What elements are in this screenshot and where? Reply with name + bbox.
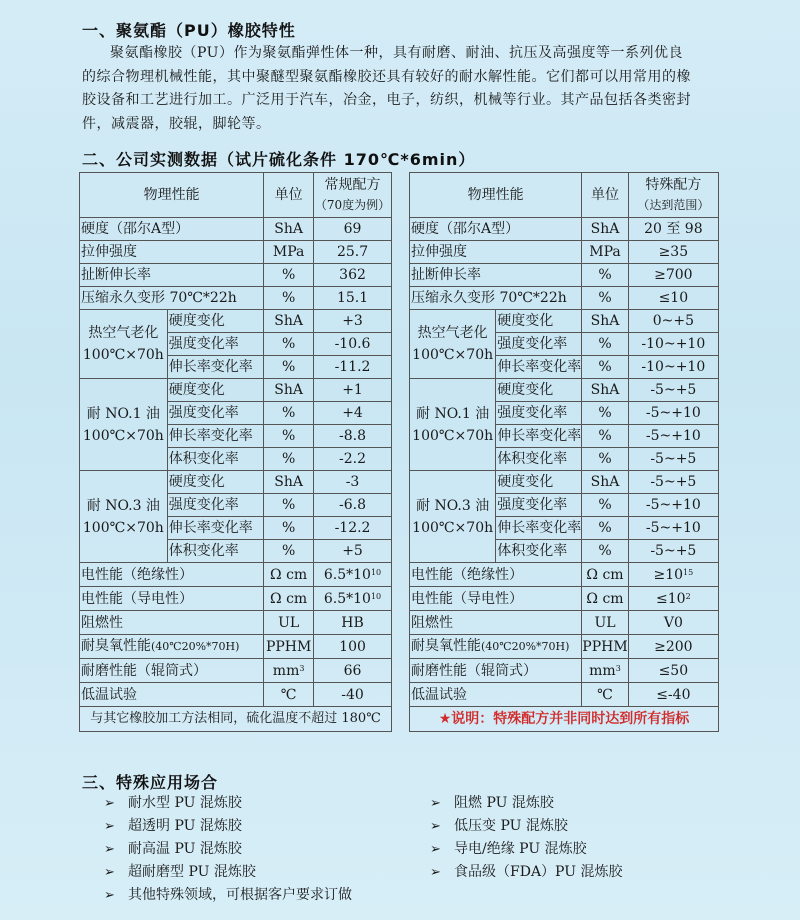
group-label-cell: [80, 471, 168, 563]
unit-cell: ShA: [582, 218, 628, 241]
header-prop: 物理性能: [80, 173, 264, 218]
list-item: [104, 815, 352, 838]
prop-cell: [410, 659, 582, 683]
unit-cell: %: [582, 333, 628, 356]
prop-cell: [80, 683, 264, 707]
value-cell: -12.2: [314, 517, 392, 540]
value-cell: +4: [314, 402, 392, 425]
sub-prop-cell: 体积变化率: [496, 448, 582, 471]
prop-cell: 拉伸强度: [80, 241, 264, 264]
unit-cell: [264, 587, 314, 611]
value-exponent: 10: [370, 591, 382, 601]
prop-cell: 硬度（邵尔A型）: [80, 218, 264, 241]
sub-prop-cell: 强度变化率: [167, 494, 264, 517]
value-text: 6.5*10: [323, 590, 371, 607]
sub-prop-cell: 硬度变化: [496, 310, 582, 333]
value-text: 66: [343, 662, 362, 679]
unit-cell: ShA: [264, 310, 314, 333]
value-cell: ≥700: [628, 264, 718, 287]
unit-cell: ShA: [264, 379, 314, 402]
unit-superscript: 3: [299, 663, 305, 673]
footer-row: [80, 707, 392, 732]
footer-note: 与其它橡胶加工方法相同，硫化温度不超过 180℃: [80, 707, 392, 732]
value-cell: 25.7: [314, 241, 392, 264]
prop-cell: 扯断伸长率: [80, 264, 264, 287]
unit-cell: %: [582, 402, 628, 425]
unit-text: Ω cm: [270, 590, 308, 607]
list-item-label: 食品级（FDA）PU 混炼胶: [454, 864, 623, 880]
unit-text: Ω cm: [586, 590, 624, 607]
group-label: 耐 NO.3 油: [416, 497, 490, 514]
unit-cell: %: [582, 356, 628, 379]
sub-prop-cell: 伸长率变化率: [167, 425, 264, 448]
prop-text: 耐臭氧性能: [411, 638, 481, 654]
prop-cell: [410, 635, 582, 659]
value-cell: [628, 659, 718, 683]
unit-cell: %: [264, 540, 314, 563]
group-label: 耐 NO.1 油: [86, 405, 160, 422]
section1-title: 一、聚氨酯（PU）橡胶特性: [82, 21, 296, 40]
value-cell: [314, 563, 392, 587]
sub-prop-cell: 硬度变化: [496, 379, 582, 402]
unit-cell: %: [264, 402, 314, 425]
value-cell: [628, 635, 718, 659]
data-table-left: [79, 172, 392, 732]
group-label-cell: [80, 310, 168, 379]
unit-cell: [264, 563, 314, 587]
group-condition: 100℃×70h: [412, 519, 494, 536]
value-cell: [314, 611, 392, 635]
list-item: [430, 861, 622, 884]
unit-text: mm: [589, 662, 616, 679]
unit-cell: %: [264, 425, 314, 448]
sub-prop-cell: 强度变化率: [167, 402, 264, 425]
prop-cell: [80, 611, 264, 635]
value-cell: [628, 563, 718, 587]
sub-prop-cell: 伸长率变化率: [496, 425, 582, 448]
unit-cell: [582, 587, 628, 611]
header-value-line2: （达到范围）: [637, 198, 710, 212]
arrow-icon: ➢: [104, 842, 115, 857]
prop-cell: 硬度（邵尔A型）: [410, 218, 582, 241]
table-row: [80, 241, 392, 264]
value-cell: [628, 683, 718, 707]
group-label-cell: [410, 310, 496, 379]
sub-prop-cell: 伸长率变化率: [496, 517, 582, 540]
arrow-icon: ➢: [104, 796, 115, 811]
arrow-icon: ➢: [104, 888, 115, 903]
table-row: [80, 379, 392, 402]
header-value: [314, 173, 392, 218]
unit-cell: %: [264, 287, 314, 310]
applications-right: [430, 792, 622, 884]
prop-text: 耐臭氧性能: [81, 638, 151, 654]
unit-cell: %: [582, 287, 628, 310]
table-row: [80, 587, 392, 611]
prop-cell: 扯断伸长率: [410, 264, 582, 287]
unit-text: ℃: [597, 686, 613, 703]
value-cell: -5~+5: [628, 471, 718, 494]
group-condition: 100℃×70h: [82, 427, 164, 444]
sub-prop-cell: 体积变化率: [496, 540, 582, 563]
table-row: [80, 471, 392, 494]
list-item: [104, 861, 352, 884]
value-cell: [628, 587, 718, 611]
sub-prop-cell: 体积变化率: [167, 448, 264, 471]
unit-cell: %: [582, 540, 628, 563]
value-cell: -3: [314, 471, 392, 494]
unit-cell: MPa: [264, 241, 314, 264]
sub-prop-cell: 强度变化率: [496, 333, 582, 356]
prop-text: 低温试验: [81, 686, 137, 703]
value-cell: -5~+5: [628, 379, 718, 402]
group-label-cell: [80, 379, 168, 471]
unit-cell: %: [582, 494, 628, 517]
unit-text: Ω cm: [586, 566, 624, 583]
list-item: [104, 792, 352, 815]
header-unit: 单位: [264, 173, 314, 218]
table-row: [410, 587, 719, 611]
prop-text: 电性能（绝缘性）: [81, 566, 193, 583]
value-cell: [628, 611, 718, 635]
value-cell: +1: [314, 379, 392, 402]
unit-cell: ShA: [264, 218, 314, 241]
value-cell: -5~+10: [628, 517, 718, 540]
prop-condition: (40℃20%*70H): [151, 640, 240, 653]
unit-cell: [582, 563, 628, 587]
group-label-cell: [410, 379, 496, 471]
value-cell: -8.8: [314, 425, 392, 448]
prop-text: 电性能（绝缘性）: [411, 566, 523, 583]
section1-paragraph: 聚氨酯橡胶（PU）作为聚氨酯弹性体一种，具有耐磨、耐油、抗压及高强度等一系列优良的综合物理机械性能，其中聚醚型聚氨酯橡胶还具有较好的耐水解性能。它们都可以用常用的橡胶设备和工艺进行加工。广泛用于汽车，冶金，电子，纺织，机械等行业。其产品包括各类密封件，减震器，胶辊，脚轮等。: [82, 45, 691, 132]
value-text: HB: [341, 614, 364, 631]
value-cell: ≤10: [628, 287, 718, 310]
table-row: [80, 287, 392, 310]
header-value: [628, 173, 718, 218]
value-cell: -10.6: [314, 333, 392, 356]
list-item-label: 耐水型 PU 混炼胶: [128, 795, 242, 811]
table-row: [410, 287, 719, 310]
table-row: [410, 471, 719, 494]
unit-cell: %: [264, 333, 314, 356]
value-cell: -11.2: [314, 356, 392, 379]
table-row: [80, 264, 392, 287]
unit-cell: ShA: [264, 471, 314, 494]
unit-cell: %: [264, 448, 314, 471]
arrow-icon: ➢: [430, 865, 441, 880]
value-cell: [314, 659, 392, 683]
value-cell: 15.1: [314, 287, 392, 310]
unit-cell: %: [582, 425, 628, 448]
list-item-label: 阻燃 PU 混炼胶: [454, 795, 554, 811]
prop-cell: [80, 563, 264, 587]
value-text: 6.5*10: [323, 566, 371, 583]
sub-prop-cell: 硬度变化: [496, 471, 582, 494]
table-row: [410, 241, 719, 264]
unit-cell: %: [264, 494, 314, 517]
list-item: [430, 838, 622, 861]
value-cell: -6.8: [314, 494, 392, 517]
group-condition: 100℃×70h: [82, 519, 164, 536]
prop-cell: [80, 659, 264, 683]
sub-prop-cell: 硬度变化: [167, 379, 264, 402]
prop-text: 耐磨性能（辊筒式）: [411, 662, 537, 679]
value-exponent: 2: [685, 591, 691, 601]
value-cell: 20 至 98: [628, 218, 718, 241]
header-row: [410, 173, 719, 218]
group-label: 热空气老化: [88, 325, 159, 341]
list-item: [104, 838, 352, 861]
sub-prop-cell: 强度变化率: [496, 402, 582, 425]
list-item-label: 导电/绝缘 PU 混炼胶: [454, 841, 587, 857]
list-item: [104, 884, 352, 907]
table-row: [410, 379, 719, 402]
value-cell: -5~+10: [628, 494, 718, 517]
table-row: [410, 683, 719, 707]
prop-cell: [80, 635, 264, 659]
arrow-icon: ➢: [430, 842, 441, 857]
prop-cell: [410, 611, 582, 635]
value-cell: [314, 683, 392, 707]
arrow-icon: ➢: [430, 796, 441, 811]
unit-cell: %: [582, 517, 628, 540]
value-cell: -10~+10: [628, 333, 718, 356]
table-row: [80, 611, 392, 635]
list-item: [430, 792, 622, 815]
header-value-line1: 常规配方: [324, 177, 381, 193]
unit-cell: [264, 659, 314, 683]
value-cell: -5~+5: [628, 540, 718, 563]
prop-text: 阻燃性: [411, 614, 453, 631]
unit-cell: [582, 659, 628, 683]
sub-prop-cell: 伸长率变化率: [167, 356, 264, 379]
table-row: [80, 635, 392, 659]
prop-text: 电性能（导电性）: [81, 590, 193, 607]
prop-cell: 压缩永久变形 70℃*22h: [80, 287, 264, 310]
group-label: 热空气老化: [417, 325, 488, 341]
prop-text: 电性能（导电性）: [411, 590, 523, 607]
unit-cell: [582, 683, 628, 707]
unit-text: ℃: [280, 686, 297, 703]
table-row: [410, 635, 719, 659]
unit-cell: [582, 611, 628, 635]
list-item-label: 超透明 PU 混炼胶: [128, 818, 242, 834]
unit-cell: [264, 635, 314, 659]
sub-prop-cell: 强度变化率: [496, 494, 582, 517]
list-item-label: 其他特殊领域，可根据客户要求订做: [128, 887, 352, 903]
unit-cell: [582, 635, 628, 659]
value-cell: 69: [314, 218, 392, 241]
unit-cell: ShA: [582, 310, 628, 333]
value-cell: +5: [314, 540, 392, 563]
header-row: [80, 173, 392, 218]
group-label-cell: [410, 471, 496, 563]
unit-cell: %: [264, 264, 314, 287]
group-label: 耐 NO.3 油: [86, 497, 160, 514]
unit-text: PPHM: [582, 638, 628, 655]
prop-cell: [410, 587, 582, 611]
value-cell: -10~+10: [628, 356, 718, 379]
value-text: ≤-40: [656, 686, 691, 703]
arrow-icon: ➢: [430, 819, 441, 834]
header-value-line1: 特殊配方: [645, 177, 702, 193]
sub-prop-cell: 硬度变化: [167, 310, 264, 333]
prop-condition: (40℃20%*70H): [481, 640, 570, 653]
unit-cell: %: [264, 356, 314, 379]
list-item-label: 低压变 PU 混炼胶: [454, 818, 568, 834]
value-cell: -5~+10: [628, 425, 718, 448]
table-row: [80, 683, 392, 707]
unit-text: PPHM: [265, 638, 312, 655]
table-row: [80, 218, 392, 241]
list-item-label: 耐高温 PU 混炼胶: [128, 841, 242, 857]
table-row: [410, 264, 719, 287]
unit-cell: ShA: [582, 379, 628, 402]
header-prop: 物理性能: [410, 173, 582, 218]
data-table-right: [409, 172, 719, 732]
value-cell: [314, 635, 392, 659]
prop-text: 低温试验: [411, 686, 467, 703]
value-cell: [314, 587, 392, 611]
table-row: [410, 218, 719, 241]
value-text: ≤10: [656, 590, 686, 607]
footer-row: [410, 707, 719, 732]
list-item: [430, 815, 622, 838]
prop-cell: [80, 587, 264, 611]
group-condition: 100℃×70h: [412, 347, 494, 363]
applications-left: [104, 792, 352, 907]
value-cell: -5~+5: [628, 448, 718, 471]
footer-note: ★说明：特殊配方并非同时达到所有指标: [410, 707, 719, 732]
value-exponent: 10: [370, 567, 382, 577]
section3-title: 三、特殊应用场合: [82, 773, 219, 792]
unit-text: UL: [278, 614, 300, 631]
unit-cell: [264, 683, 314, 707]
value-text: -40: [341, 686, 364, 703]
prop-text: 耐磨性能（辊筒式）: [81, 662, 207, 679]
table-row: [410, 310, 719, 333]
arrow-icon: ➢: [104, 865, 115, 880]
unit-superscript: 3: [615, 663, 621, 673]
sub-prop-cell: 体积变化率: [167, 540, 264, 563]
table-row: [80, 310, 392, 333]
table-row: [80, 659, 392, 683]
prop-cell: [410, 563, 582, 587]
group-condition: 100℃×70h: [412, 427, 494, 444]
sub-prop-cell: 强度变化率: [167, 333, 264, 356]
header-unit: 单位: [582, 173, 628, 218]
value-cell: -2.2: [314, 448, 392, 471]
sub-prop-cell: 伸长率变化率: [496, 356, 582, 379]
unit-text: mm: [272, 662, 300, 679]
unit-cell: %: [264, 517, 314, 540]
unit-cell: %: [582, 264, 628, 287]
table-row: [410, 611, 719, 635]
table-row: [80, 563, 392, 587]
value-cell: 362: [314, 264, 392, 287]
list-item-label: 超耐磨型 PU 混炼胶: [128, 864, 256, 880]
prop-cell: [410, 683, 582, 707]
value-text: ≥200: [654, 638, 693, 655]
sub-prop-cell: 硬度变化: [167, 471, 264, 494]
sub-prop-cell: 伸长率变化率: [167, 517, 264, 540]
table-row: [410, 563, 719, 587]
value-cell: +3: [314, 310, 392, 333]
value-text: ≤50: [658, 662, 689, 679]
group-condition: 100℃×70h: [82, 347, 164, 363]
prop-text: 阻燃性: [81, 614, 123, 631]
section2-title: 二、公司实测数据（试片硫化条件 170℃*6min）: [82, 150, 476, 169]
unit-cell: MPa: [582, 241, 628, 264]
table-row: [410, 659, 719, 683]
header-value-line2: （70度为例）: [314, 198, 391, 212]
group-label: 耐 NO.1 油: [416, 405, 490, 422]
value-cell: -5~+10: [628, 402, 718, 425]
value-cell: ≥35: [628, 241, 718, 264]
prop-cell: 压缩永久变形 70℃*22h: [410, 287, 582, 310]
unit-cell: %: [582, 448, 628, 471]
value-text: V0: [663, 614, 683, 631]
value-text: 100: [339, 638, 366, 655]
prop-cell: 拉伸强度: [410, 241, 582, 264]
unit-cell: ShA: [582, 471, 628, 494]
value-text: ≥10: [653, 566, 684, 583]
unit-text: UL: [594, 614, 616, 631]
unit-text: Ω cm: [270, 566, 308, 583]
arrow-icon: ➢: [104, 819, 115, 834]
value-cell: 0~+5: [628, 310, 718, 333]
value-exponent: 15: [683, 567, 694, 577]
unit-cell: [264, 611, 314, 635]
